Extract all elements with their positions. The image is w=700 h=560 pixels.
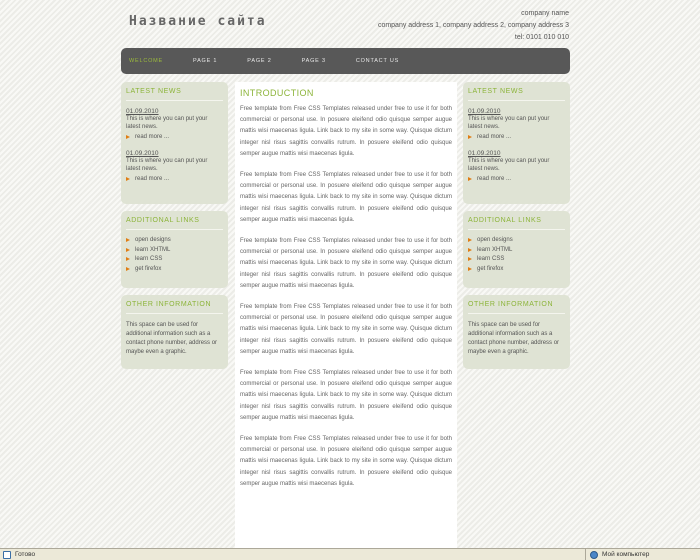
content-paragraph: Free template from Free CSS Templates released under free to use it for both commercial or personal use. In posuere eleifend odio quisque semper augue mattis wisi maecenas ligula. Link back to my site in some way. Quisque dictum integer nisl risus sagittis convallis rutrum. In posuere eleifend odio quisque semper augue mattis wisi maecenas ligula.: [240, 172, 452, 223]
latest-news-heading: LATEST NEWS: [468, 88, 565, 101]
computer-icon: [590, 551, 598, 559]
site-title: Название сайта: [129, 14, 267, 29]
link-learn-css[interactable]: [126, 256, 223, 262]
link-open-designs[interactable]: [468, 237, 565, 243]
read-more-link[interactable]: [468, 176, 565, 182]
news-date: 01.09.2010: [126, 150, 159, 157]
link-learn-xhtml[interactable]: [468, 247, 565, 253]
arrow-icon: [126, 248, 130, 252]
other-information-heading: OTHER INFORMATION: [126, 301, 223, 314]
arrow-icon: [468, 267, 472, 271]
link-learn-css[interactable]: [468, 256, 565, 262]
link-label: open designs: [135, 237, 171, 243]
link-label: learn XHTML: [135, 246, 171, 253]
link-label: get firefox: [477, 265, 504, 272]
read-more-label: read more ...: [135, 134, 170, 140]
arrow-icon: [126, 177, 130, 181]
status-zone: [585, 549, 700, 560]
nav-page-2[interactable]: PAGE 2: [247, 58, 272, 64]
left-additional-links: [121, 211, 228, 288]
read-more-link[interactable]: [126, 176, 223, 182]
news-text: This is where you can put your latest news.: [468, 116, 550, 130]
read-more-label: read more ...: [477, 176, 512, 182]
arrow-icon: [468, 238, 472, 242]
news-text: This is where you can put your latest news.: [126, 116, 208, 130]
other-information-text: This space can be used for additional information such as a contact phone number, address or maybe even a graphic.: [468, 322, 560, 355]
nav-welcome[interactable]: WELCOME: [129, 58, 164, 64]
link-label: get firefox: [135, 265, 162, 272]
company-name: company name: [521, 10, 569, 17]
news-text: This is where you can put your latest news.: [126, 158, 208, 172]
content-paragraph: Free template from Free CSS Templates released under free to use it for both commercial or personal use. In posuere eleifend odio quisque semper augue mattis wisi maecenas ligula. Link back to my site in some way. Quisque dictum integer nisl risus sagittis convallis rutrum. In posuere eleifend odio quisque semper augue mattis wisi maecenas ligula.: [240, 370, 452, 421]
content-paragraph: Free template from Free CSS Templates released under free to use it for both commercial or personal use. In posuere eleifend odio quisque semper augue mattis wisi maecenas ligula. Link back to my site in some way. Quisque dictum integer nisl risus sagittis convallis rutrum. In posuere eleifend odio quisque semper augue mattis wisi maecenas ligula.: [240, 436, 452, 487]
browser-status-bar: [0, 548, 700, 560]
left-latest-news: [121, 82, 228, 204]
company-address: company address 1, company address 2, company address 3: [377, 22, 569, 29]
right-additional-links: [463, 211, 570, 288]
arrow-icon: [468, 177, 472, 181]
right-other-information: [463, 295, 570, 369]
link-learn-xhtml[interactable]: [126, 247, 223, 253]
additional-links-heading: ADDITIONAL LINKS: [126, 217, 223, 230]
additional-links-heading: ADDITIONAL LINKS: [468, 217, 565, 230]
news-date: 01.09.2010: [126, 108, 159, 115]
arrow-icon: [126, 257, 130, 261]
company-info: [378, 8, 569, 44]
read-more-label: read more ...: [477, 134, 512, 140]
nav-contact-us[interactable]: CONTACT US: [355, 58, 400, 64]
arrow-icon: [126, 267, 130, 271]
link-open-designs[interactable]: [126, 237, 223, 243]
nav-page-3[interactable]: PAGE 3: [301, 58, 326, 64]
news-date: 01.09.2010: [468, 150, 501, 157]
right-latest-news: [463, 82, 570, 204]
other-information-text: This space can be used for additional information such as a contact phone number, address or maybe even a graphic.: [126, 322, 218, 355]
link-get-firefox[interactable]: [468, 266, 565, 272]
main-navigation: [121, 48, 570, 74]
content-title: INTRODUCTION: [240, 88, 314, 98]
page-icon: [3, 551, 11, 559]
other-information-heading: OTHER INFORMATION: [468, 301, 565, 314]
arrow-icon: [126, 238, 130, 242]
nav-page-1[interactable]: PAGE 1: [193, 58, 218, 64]
zone-text: Мой компьютер: [602, 551, 650, 558]
company-tel: tel: 0101 010 010: [514, 34, 569, 41]
link-label: open designs: [477, 237, 513, 243]
link-get-firefox[interactable]: [126, 266, 223, 272]
status-text: Готово: [15, 551, 36, 558]
main-content: [235, 82, 457, 550]
arrow-icon: [468, 135, 472, 139]
read-more-link[interactable]: [126, 134, 223, 140]
news-date: 01.09.2010: [468, 108, 501, 115]
link-label: learn CSS: [135, 256, 163, 262]
status-left: [0, 551, 585, 559]
read-more-link[interactable]: [468, 134, 565, 140]
arrow-icon: [468, 248, 472, 252]
arrow-icon: [126, 135, 130, 139]
latest-news-heading: LATEST NEWS: [126, 88, 223, 101]
content-paragraph: Free template from Free CSS Templates released under free to use it for both commercial or personal use. In posuere eleifend odio quisque semper augue mattis wisi maecenas ligula. Link back to my site in some way. Quisque dictum integer nisl risus sagittis convallis rutrum. In posuere eleifend odio quisque semper augue mattis wisi maecenas ligula.: [240, 238, 452, 289]
read-more-label: read more ...: [135, 176, 170, 182]
arrow-icon: [468, 257, 472, 261]
link-label: learn CSS: [477, 256, 505, 262]
link-label: learn XHTML: [477, 246, 513, 253]
content-paragraph: Free template from Free CSS Templates released under free to use it for both commercial or personal use. In posuere eleifend odio quisque semper augue mattis wisi maecenas ligula. Link back to my site in some way. Quisque dictum integer nisl risus sagittis convallis rutrum. In posuere eleifend odio quisque semper augue mattis wisi maecenas ligula.: [240, 106, 452, 157]
news-text: This is where you can put your latest news.: [468, 158, 550, 172]
content-paragraph: Free template from Free CSS Templates released under free to use it for both commercial or personal use. In posuere eleifend odio quisque semper augue mattis wisi maecenas ligula. Link back to my site in some way. Quisque dictum integer nisl risus sagittis convallis rutrum. In posuere eleifend odio quisque semper augue mattis wisi maecenas ligula.: [240, 304, 452, 355]
left-other-information: [121, 295, 228, 369]
